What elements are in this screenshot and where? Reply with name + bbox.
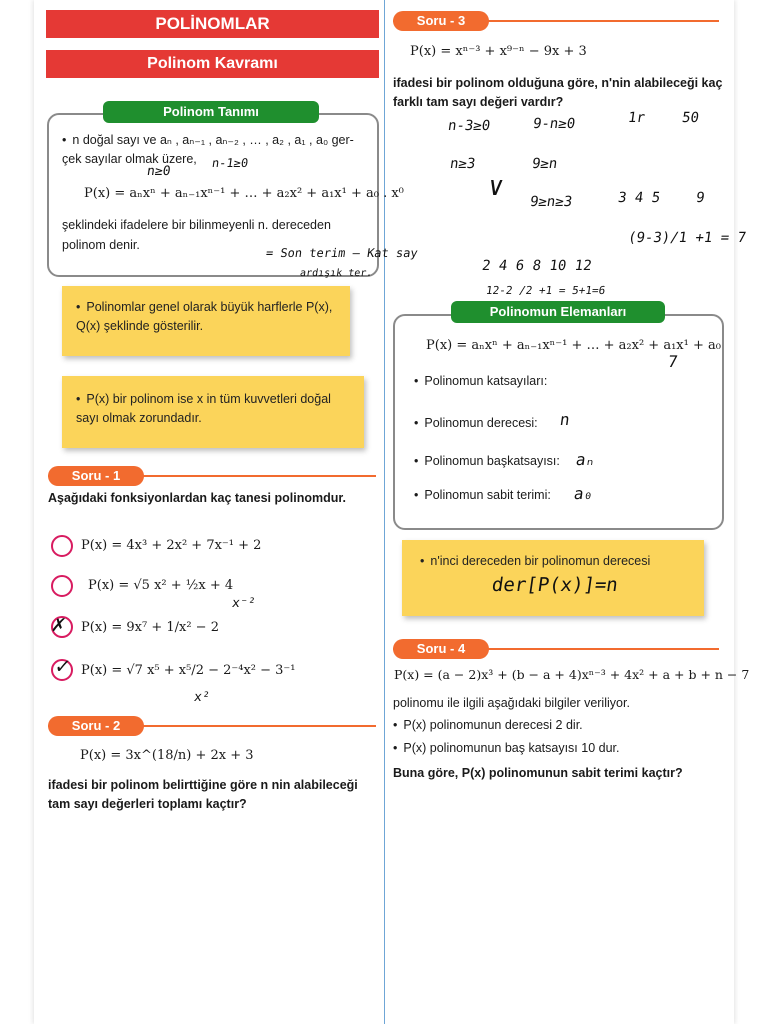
definition-line-3: şeklindeki ifadelere bir bilinmeyenli n. dereceden [62,218,331,232]
hand-9-n: 9-n≥0 [531,116,577,132]
hand-345: 3 4 5 [616,190,662,206]
soru-4-fact-2: • P(x) polinomunun baş katsayısı 10 dur. [393,739,619,758]
hand-even-count: 12-2 /2 +1 = 5+1=6 [485,284,607,297]
page-title: POLİNOMLAR [46,10,379,38]
soru-1-question: Aşağıdaki fonksiyonlardan kaç tanesi polinomdur. [48,491,346,505]
hand-evens: 2 4 6 8 10 12 [480,258,593,274]
definition-pill: Polinom Tanımı [103,101,319,123]
soru-2-formula: P(x) = 3x^(18/n) + 2x + 3 [80,748,254,763]
handwritten-x-minus-2: x⁻² [230,596,257,611]
elements-degree: • Polinomun derecesi: [414,414,538,433]
definition-formula: P(x) = aₙxⁿ + aₙ₋₁xⁿ⁻¹ + … + a₂x² + a₁x¹ + a₀ . x⁰ [84,186,404,201]
handwritten-son-terim: = Son terim – Kat say [265,246,419,260]
definition-line-2: çek sayılar olmak üzere, [62,152,197,166]
elements-pill: Polinomun Elemanları [451,301,665,323]
soru-3-question: ifadesi bir polinom olduğuna göre, n'nin alabileceği kaç farklı tam sayı değeri vardır? [393,76,723,110]
definition-line-1: • n doğal sayı ve aₙ , aₙ₋₁ , aₙ₋₂ , … , a₂ , a₁ , a₀ ger- [62,131,372,150]
soru-3-label: Soru - 3 [393,11,489,31]
hand-1r: 1r [626,110,646,126]
hand-50: 50 [680,110,700,126]
hand-9: 9 [694,190,706,206]
hand-n-3: n-3≥0 [446,118,492,134]
hand-count-formula: (9-3)/1 +1 = 7 [626,230,748,246]
hand-range: 9≥n≥3 [528,194,574,210]
note-notation: • Polinomlar genel olarak büyük harflerle P(x), Q(x) şeklinde gösterilir. [62,286,350,356]
handwritten-n-ge-0: n≥0 [145,164,172,179]
soru-4-question: Buna göre, P(x) polinomunun sabit terimi kaçtır? [393,766,683,780]
hand-der-px: der[P(x)]=n [490,574,620,596]
hand-degree-n: n [558,410,571,429]
definition-line-4: polinom denir. [62,238,140,252]
option-1-formula: P(x) = 4x³ + 2x² + 7x⁻¹ + 2 [81,538,262,553]
option-4-formula: P(x) = √7 x⁵ + x⁵/2 − 2⁻⁴x² − 3⁻¹ [81,663,296,678]
section-title: Polinom Kavramı [46,50,379,78]
hand-7: 7 [666,352,679,371]
soru-3-formula: P(x) = xⁿ⁻³ + x⁹⁻ⁿ − 9x + 3 [410,44,587,59]
option-1-circle[interactable] [51,535,73,557]
option-2-circle[interactable] [51,575,73,597]
soru-1-label: Soru - 1 [48,466,144,486]
hand-check-arc: ∨ [485,172,506,202]
option-3-formula: P(x) = 9x⁷ + 1/x² − 2 [81,620,219,635]
note-exponents: • P(x) bir polinom ise x in tüm kuvvetleri doğal sayı olmak zorundadır. [62,376,364,448]
hand-leading-an: aₙ [574,450,597,469]
elements-coefficients: • Polinomun katsayıları: [414,372,547,391]
option-2-formula: P(x) = √5 x² + ½x + 4 [88,578,234,593]
soru-2-label: Soru - 2 [48,716,144,736]
soru-4-formula: P(x) = (a − 2)x³ + (b − a + 4)xⁿ⁻³ + 4x² + a + b + n − 7 [394,667,750,682]
soru-2-question: ifadesi bir polinom belirttiğine göre n nin alabileceği tam sayı değerleri toplamı kaçtır? [48,778,358,812]
handwritten-x-squared: x² [192,690,211,705]
soru-4-fact-1: • P(x) polinomunun derecesi 2 dir. [393,716,583,735]
elements-constant: • Polinomun sabit terimi: [414,486,551,505]
elements-leading: • Polinomun başkatsayısı: [414,452,560,471]
hand-constant-a0: a₀ [572,484,595,503]
handwritten-n-1-ge-0: n-1≥0 [211,156,250,170]
option-4-check-mark: ✓ [54,654,72,679]
handwritten-ardisik: ardışık ter. [299,268,374,279]
hand-n-ge-3: n≥3 [448,156,477,172]
note-degree: • n'inci dereceden bir polinomun derecesi [402,540,704,616]
column-divider [384,0,385,1024]
option-3-cross-mark: ✗ [50,612,68,637]
soru-4-intro: polinomu ile ilgili aşağıdaki bilgiler veriliyor. [393,696,630,710]
hand-9-ge-n: 9≥n [530,156,559,172]
elements-formula: P(x) = aₙxⁿ + aₙ₋₁xⁿ⁻¹ + … + a₂x² + a₁x¹ + a₀ [426,338,721,353]
soru-4-label: Soru - 4 [393,639,489,659]
